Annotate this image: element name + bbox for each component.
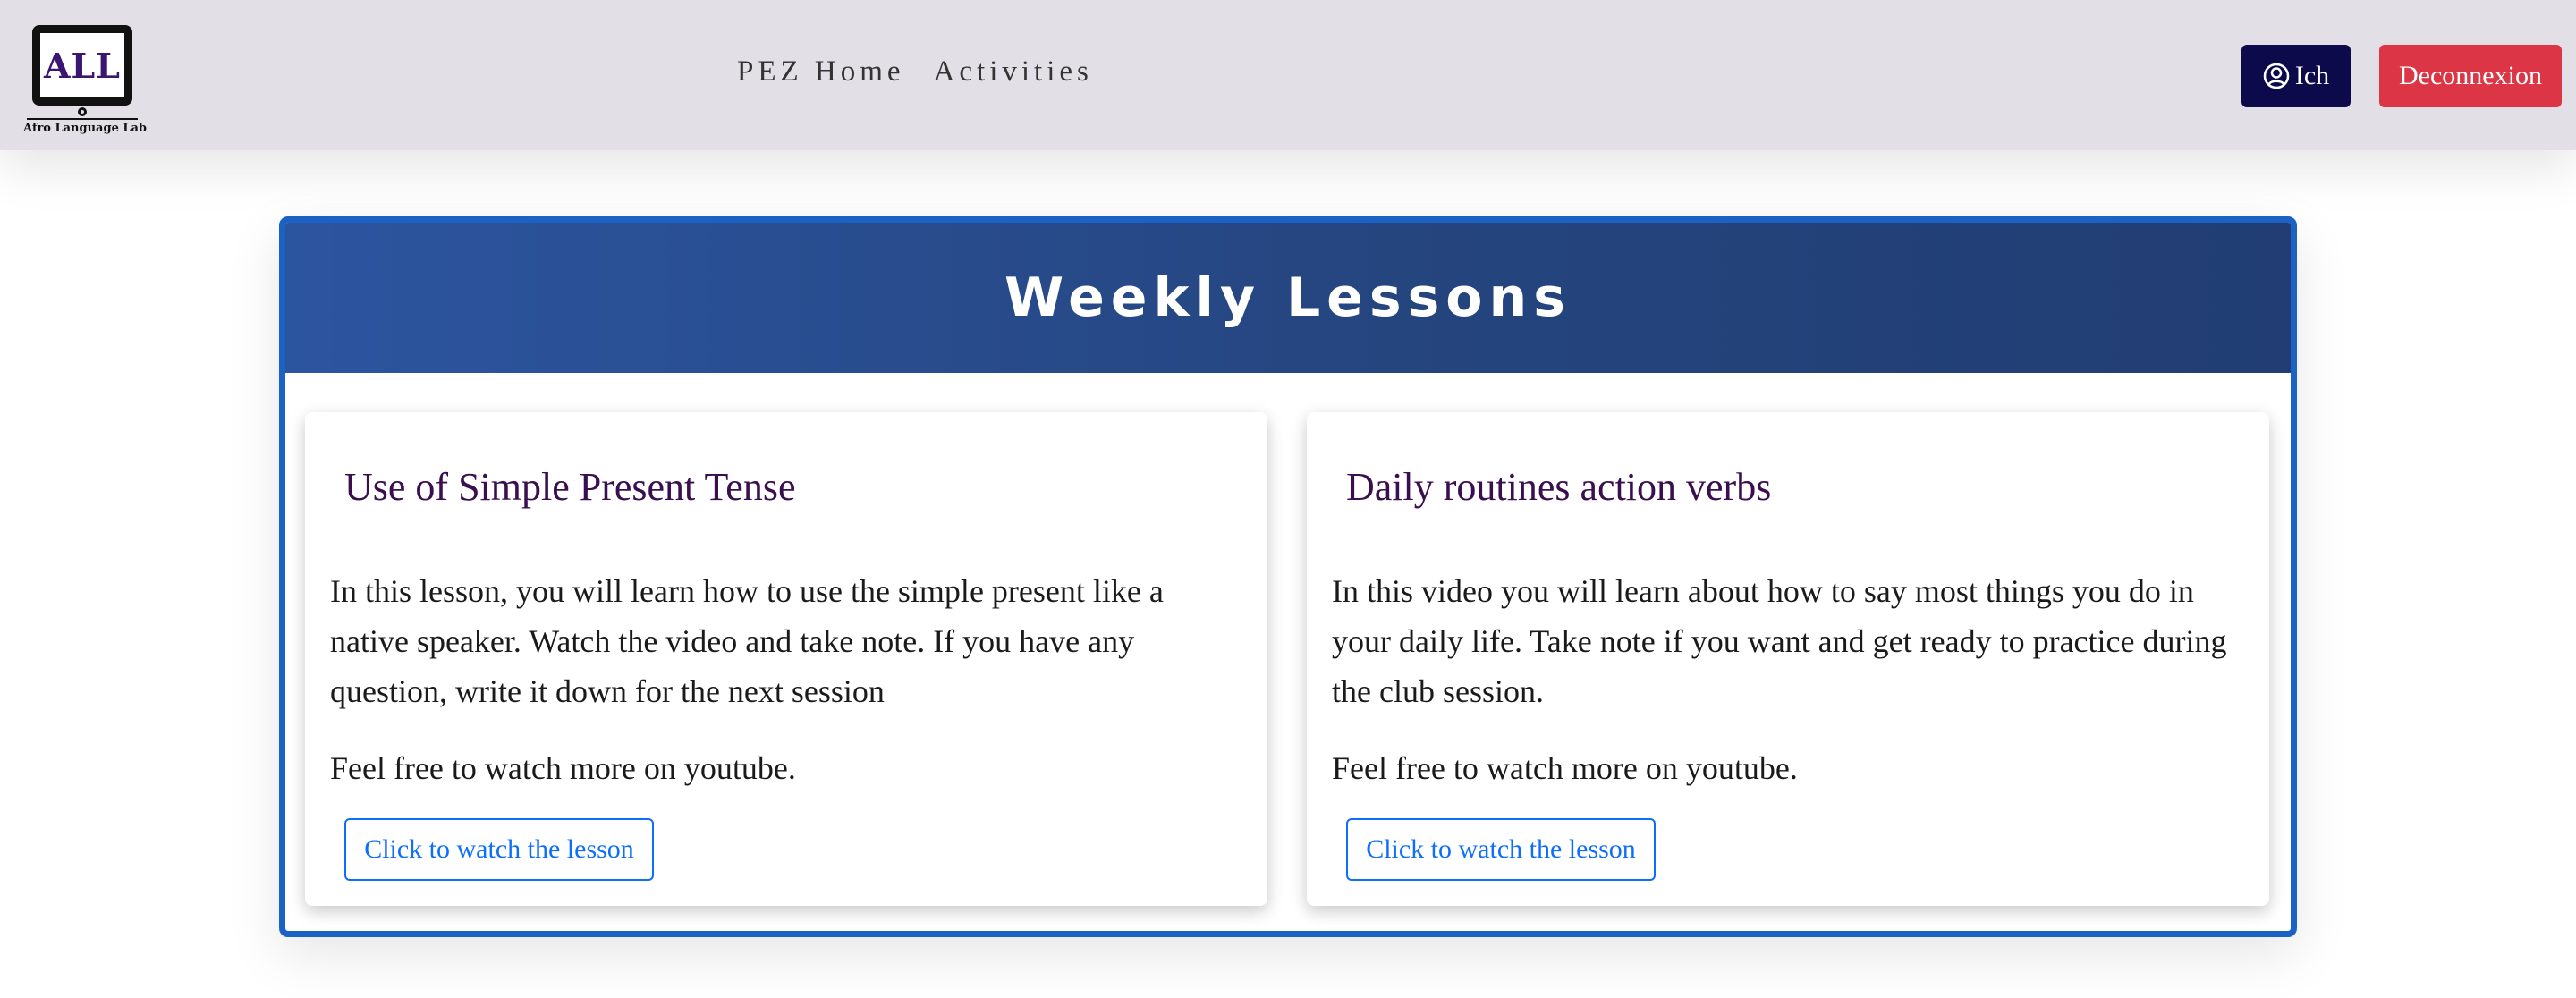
nav-link-activities[interactable]: Activities	[933, 55, 1093, 88]
navbar	[0, 0, 2576, 150]
logo-underline	[27, 118, 138, 120]
watch-lesson-button[interactable]: Click to watch the lesson	[1346, 818, 1656, 881]
watch-lesson-button[interactable]: Click to watch the lesson	[344, 818, 654, 881]
logout-button[interactable]: Deconnexion	[2379, 45, 2562, 107]
nav-links	[737, 55, 1093, 89]
user-circle-icon	[2263, 63, 2290, 89]
lesson-card-body: In this lesson, you will learn how to use the simple present like a native speaker. Watch the video and take note. If you have any question, write it down for the next session	[330, 573, 1164, 709]
weekly-lessons-panel	[279, 216, 2297, 937]
lesson-card-body: In this video you will learn about how to say most things you do in your daily life. Take note if you want and get ready to practice during the club session.	[1332, 573, 2227, 709]
logo-dot	[78, 107, 87, 116]
lesson-card	[1307, 412, 2269, 906]
lesson-card-note: Feel free to watch more on youtube.	[1332, 750, 1798, 786]
logo-caption: Afro Language Lab	[23, 122, 148, 135]
panel-header	[285, 223, 2291, 373]
user-label: Ich	[2294, 61, 2330, 90]
logo-laptop-icon	[32, 25, 132, 106]
lesson-card-title: Daily routines action verbs	[1346, 465, 1772, 509]
user-profile-button[interactable]	[2241, 45, 2351, 107]
lesson-card	[305, 412, 1267, 906]
panel-title: Weekly Lessons	[1004, 266, 1572, 329]
logo-letters: ALL	[44, 46, 121, 86]
nav-link-pez-home[interactable]: PEZ Home	[737, 55, 905, 88]
lesson-card-title: Use of Simple Present Tense	[344, 465, 796, 509]
logo[interactable]	[23, 21, 148, 135]
lesson-card-note: Feel free to watch more on youtube.	[330, 750, 796, 786]
